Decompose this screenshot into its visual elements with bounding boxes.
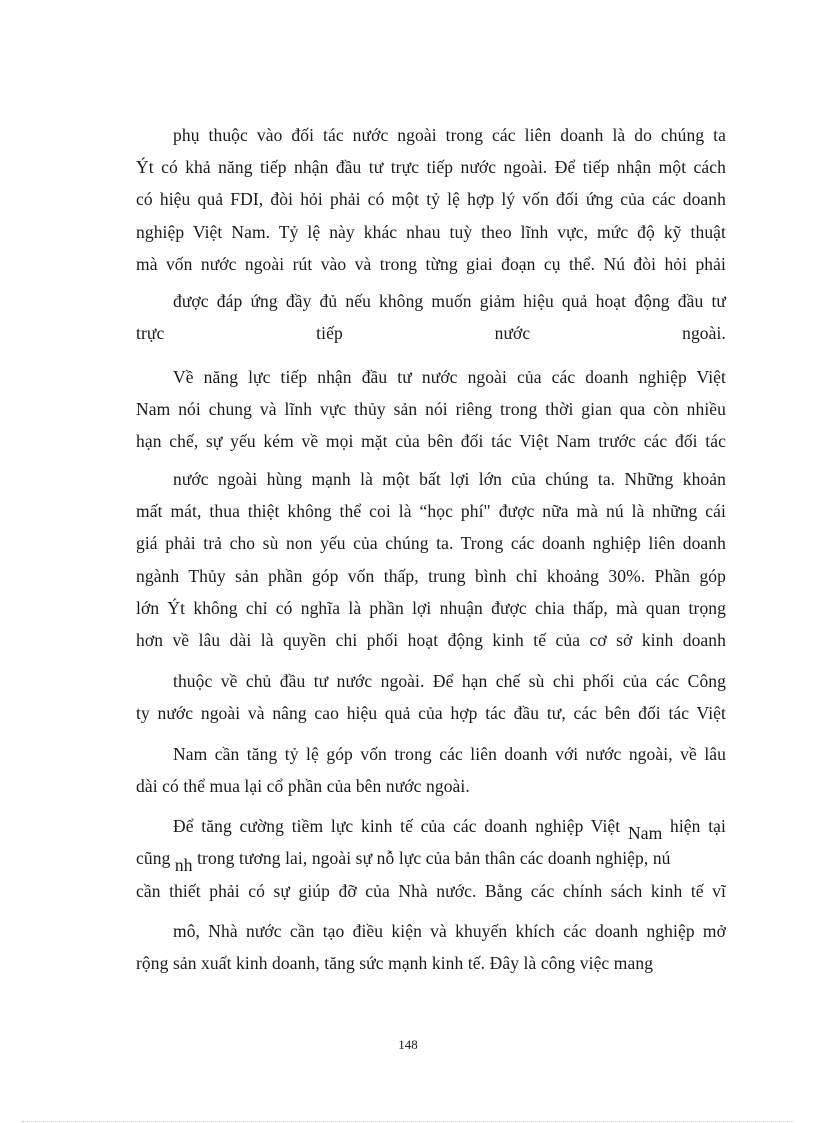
text-line: mà vốn nước ngoài rút vào và trong từng giai đoạn cụ thể. Nú đòi hỏi phải bbox=[136, 254, 726, 274]
text-line-with-subscript bbox=[136, 847, 726, 875]
text-word: nước bbox=[494, 323, 531, 343]
text-word: ngoài. bbox=[682, 323, 726, 343]
text-line-spread bbox=[136, 322, 726, 344]
text-line: phụ thuộc vào đối tác nước ngoài trong các liên doanh là do chúng ta bbox=[173, 125, 726, 145]
text-line: Ýt có khả năng tiếp nhận đầu tư trực tiếp nước ngoài. Để tiếp nhận một cách bbox=[136, 157, 726, 177]
text-line: Về năng lực tiếp nhận đầu tư nước ngoài của các doanh nghiệp Việt bbox=[173, 367, 726, 387]
text-fragment: Để tăng cường tiềm lực kinh tế của các doanh nghiệp Việt bbox=[173, 816, 621, 836]
text-line: dài có thể mua lại cổ phần của bên nước ngoài. bbox=[136, 776, 470, 796]
text-line-with-subscript bbox=[173, 815, 726, 843]
text-fragment-lowered: Nam bbox=[627, 823, 663, 843]
text-line: hạn chế, sự yếu kém về mọi mặt của bên đối tác Việt Nam trước các đối tác bbox=[136, 431, 726, 451]
text-line: nước ngoài hùng mạnh là một bất lợi lớn của chúng ta. Những khoản bbox=[173, 469, 726, 489]
text-fragment-lowered: nh bbox=[174, 855, 193, 875]
text-line: hơn về lâu dài là quyền chi phối hoạt động kinh tế của cơ sở kinh doanh bbox=[136, 630, 726, 650]
text-line: rộng sản xuất kinh doanh, tăng sức mạnh kinh tế. Đây là công việc mang bbox=[136, 953, 654, 973]
text-fragment: cũng bbox=[136, 848, 171, 868]
text-line: được đáp ứng đầy đủ nếu không muốn giảm hiệu quả hoạt động đầu tư bbox=[173, 291, 726, 311]
text-line: Nam cần tăng tỷ lệ góp vốn trong các liên doanh với nước ngoài, về lâu bbox=[173, 744, 726, 764]
text-line: thuộc về chủ đầu tư nước ngoài. Để hạn chế sù chi phối của các Công bbox=[173, 671, 726, 691]
text-word: tiếp bbox=[316, 323, 343, 343]
text-fragment: hiện tại bbox=[669, 816, 726, 836]
footer-dotted-rule bbox=[22, 1121, 794, 1122]
text-line: có hiệu quả FDI, đòi hỏi phải có một tỷ lệ hợp lý vốn đối ứng của các doanh bbox=[136, 189, 726, 209]
text-line: nghiệp Việt Nam. Tỷ lệ này khác nhau tuỳ theo lĩnh vực, mức độ kỹ thuật bbox=[136, 222, 726, 242]
text-line: giá phải trả cho sù non yếu của chúng ta. Trong các doanh nghiệp liên doanh bbox=[136, 533, 726, 553]
text-line: Nam nói chung và lĩnh vực thủy sản nói riêng trong thời gian qua còn nhiều bbox=[136, 399, 726, 419]
text-word: trực bbox=[136, 323, 165, 343]
text-line: mô, Nhà nước cần tạo điều kiện và khuyến khích các doanh nghiệp mở bbox=[173, 921, 726, 941]
text-line: mất mát, thua thiệt không thể coi là “học phí" được nữa mà nú là những cái bbox=[136, 501, 726, 521]
page-number: 148 bbox=[398, 1037, 418, 1052]
text-line: cần thiết phải có sự giúp đỡ của Nhà nước. Bằng các chính sách kinh tế vĩ bbox=[136, 881, 726, 901]
text-line: ty nước ngoài và nâng cao hiệu quả của hợp tác đầu tư, các bên đối tác Việt bbox=[136, 703, 726, 723]
text-line: ngành Thủy sản phần góp vốn thấp, trung bình chỉ khoảng 30%. Phần góp bbox=[136, 566, 726, 586]
text-fragment: trong tương lai, ngoài sự nỗ lực của bản thân các doanh nghiệp, nú bbox=[197, 848, 671, 868]
text-line: lớn Ýt không chỉ có nghĩa là phần lợi nhuận được chia thấp, mà quan trọng bbox=[136, 598, 726, 618]
